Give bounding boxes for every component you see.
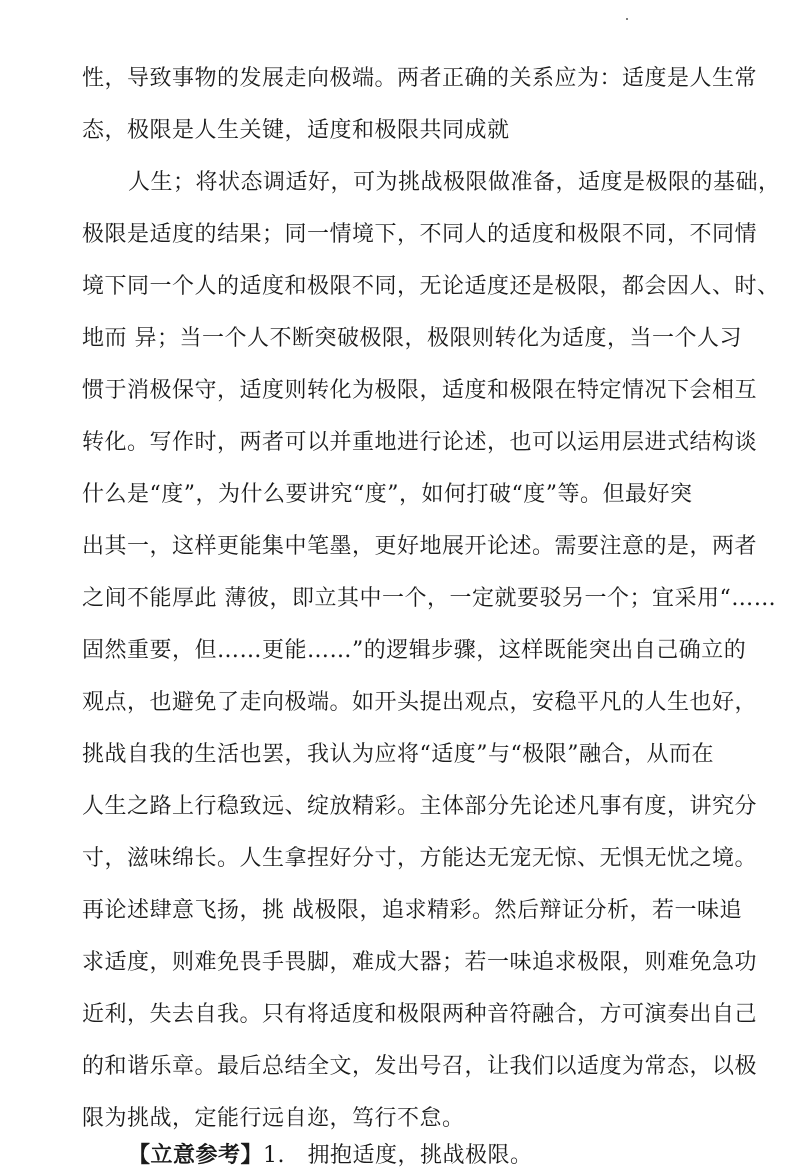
text-line: 极限是适度的结果；同一情境下，不同人的适度和极限不同，不同情 (82, 222, 758, 247)
scan-speck (626, 18, 628, 20)
text-line: 再论述肆意飞扬，挑 战极限，追求精彩。然后辩证分析，若一味追 (82, 898, 742, 923)
text-line: 固然重要，但……更能……”的逻辑步骤，这样既能突出自己确立的 (82, 638, 747, 663)
text-line: 惯于消极保守，适度则转化为极限，适度和极限在特定情况下会相互 (82, 378, 758, 403)
text-line: 近利，失去自我。只有将适度和极限两种音符融合，方可演奏出自己 (82, 1002, 758, 1027)
text-line: 性，导致事物的发展走向极端。两者正确的关系应为：适度是人生常 (82, 66, 758, 91)
text-line: 什么是“度”，为什么要讲究“度”，如何打破“度”等。但最好突 (82, 482, 693, 507)
text-line: 境下同一个人的适度和极限不同，无论适度还是极限，都会因人、时、 (82, 274, 780, 299)
text-line: 地而 异；当一个人不断突破极限，极限则转化为适度，当一个人习 (82, 326, 742, 351)
text-line: 出其一，这样更能集中笔墨，更好地展开论述。需要注意的是，两者 (82, 534, 758, 559)
text-line: 人生；将状态调适好，可为挑战极限做准备，适度是极限的基础， (128, 170, 781, 195)
text-line: 的和谐乐章。最后总结全文，发出号召，让我们以适度为常态，以极 (82, 1054, 758, 1079)
text-line: 求适度，则难免畏手畏脚，难成大器；若一味追求极限，则难免急功 (82, 950, 758, 975)
text-line: 态，极限是人生关键，适度和极限共同成就 (82, 118, 510, 143)
text-line: 转化。写作时，两者可以并重地进行论述，也可以运用层进式结构谈 (82, 430, 758, 455)
text-line: 限为挑战，定能行远自迩，笃行不怠。 (82, 1106, 465, 1131)
reference-line (128, 1140, 533, 1171)
reference-text: 1. 拥抱适度，挑战极限。 (263, 1143, 533, 1168)
reference-label: 【立意参考】 (128, 1142, 264, 1168)
text-line: 观点，也避免了走向极端。如开头提出观点，安稳平凡的人生也好， (82, 690, 758, 715)
text-line: 之间不能厚此 薄彼，即立其中一个，一定就要驳另一个；宜采用“…… (82, 586, 777, 611)
text-line: 寸，滋味绵长。人生拿捏好分寸，方能达无宠无惊、无惧无忧之境。 (82, 846, 758, 871)
text-line: 挑战自我的生活也罢，我认为应将“适度”与“极限”融合，从而在 (82, 742, 714, 767)
text-line: 人生之路上行稳致远、绽放精彩。主体部分先论述凡事有度，讲究分 (82, 794, 758, 819)
